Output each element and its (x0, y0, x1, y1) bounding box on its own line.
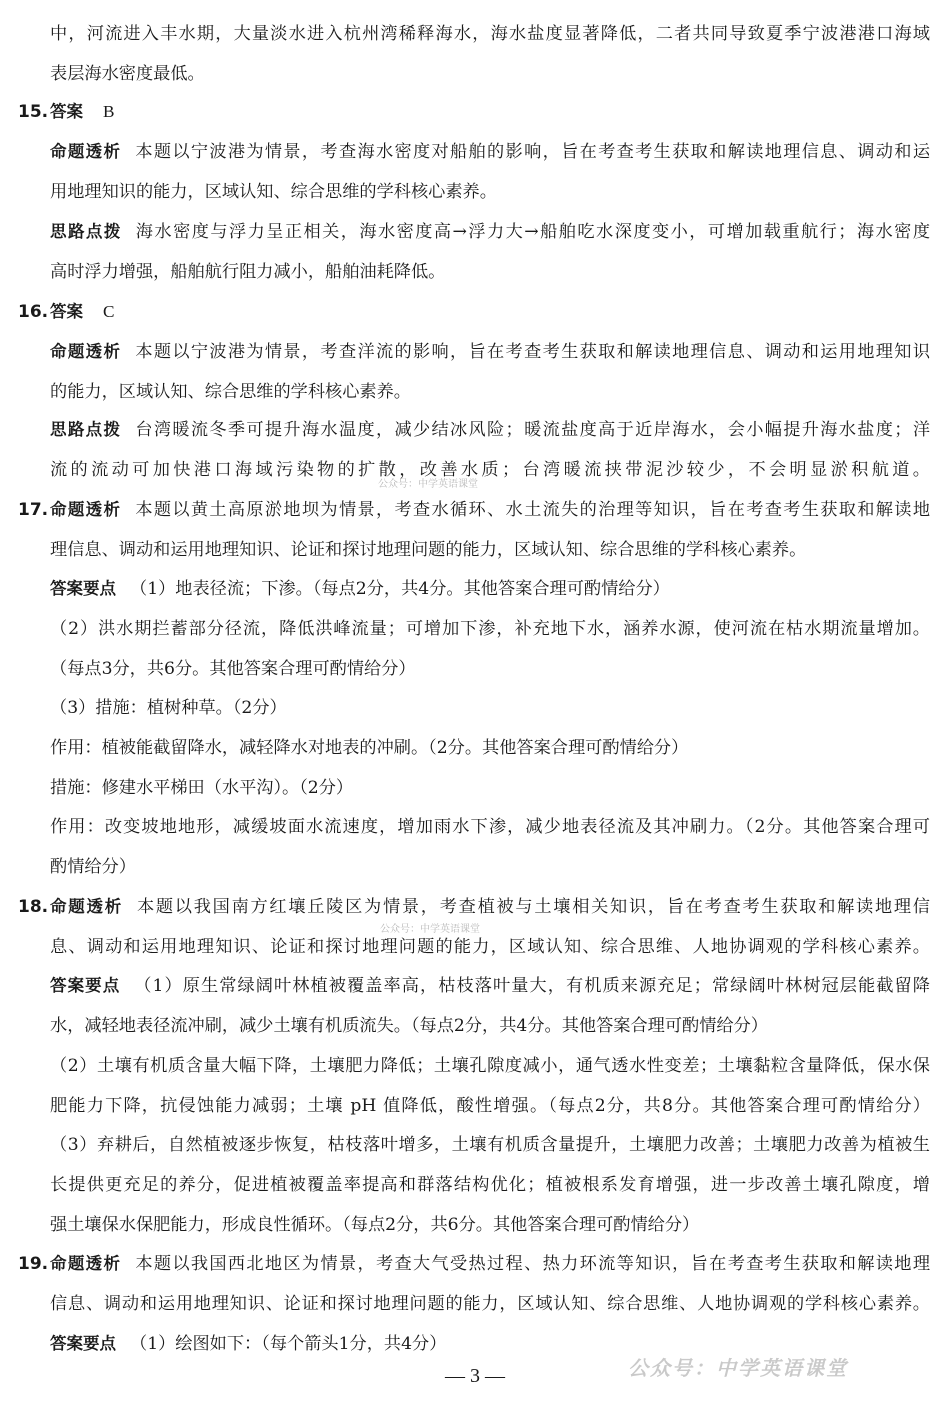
answer-value: C (103, 302, 115, 321)
paragraph-line: 流的流动可加快港口海域污染物的扩散，改善水质；台湾暖流挟带泥沙较少，不会明显淤积航道。 (50, 460, 930, 480)
answer-label: 答案 (50, 102, 83, 121)
section-label: 答案要点 (50, 579, 116, 598)
mingti-line (50, 140, 930, 164)
section-label: 思路点拨 (50, 222, 122, 241)
paragraph-line: 强土壤保水保肥能力，形成良性循环。（每点2分，共6分。其他答案合理可酌情给分） (50, 1215, 700, 1235)
paragraph-line: 作用：植被能截留降水，减轻降水对地表的冲刷。（2分。其他答案合理可酌情给分） (50, 738, 689, 758)
section-text: 海水密度与浮力呈正相关，海水密度高→浮力大→船舶吃水深度变小，可增加载重航行；海水密度 (135, 222, 930, 242)
section-text: 本题以我国南方红壤丘陵区为情景，考查植被与土壤相关知识，旨在考查考生获取和解读地理信 (136, 897, 930, 917)
paragraph-line: 酌情给分） (50, 857, 136, 877)
paragraph-line: 作用：改变坡地地形，减缓坡面水流速度，增加雨水下渗，减少地表径流及其冲刷力。（2分。其他答案合理可 (50, 817, 930, 837)
answer-line (50, 100, 930, 124)
answer-points-line (50, 974, 930, 998)
paragraph-line: 长提供更充足的养分，促进植被覆盖率提高和群落结构优化；植被根系发育增强，进一步改善土壤孔隙度，增 (50, 1175, 930, 1195)
section-label: 命题透析 (50, 500, 122, 519)
paragraph-line: 中，河流进入丰水期，大量淡水进入杭州湾稀释海水，海水盐度显著降低，二者共同导致夏季宁波港港口海域 (50, 24, 930, 44)
section-label: 答案要点 (50, 976, 121, 995)
paragraph-line: （3）措施：植树种草。（2分） (50, 698, 287, 718)
section-label: 思路点拨 (50, 420, 122, 439)
paragraph-line: 用地理知识的能力，区域认知、综合思维的学科核心素养。 (50, 182, 497, 202)
answer-points-line (50, 577, 930, 601)
watermark-small: 公众号：中学英语课堂 (378, 479, 478, 490)
question-number: 16. (18, 302, 49, 322)
paragraph-line: （每点3分，共6分。其他答案合理可酌情给分） (50, 659, 416, 679)
section-label: 命题透析 (50, 342, 122, 361)
answer-label: 答案 (50, 302, 83, 321)
mingti-line (50, 1252, 930, 1276)
section-text: 本题以黄土高原淤地坝为情景，考查水循环、水土流失的治理等知识，旨在考查考生获取和解读地 (135, 500, 930, 520)
section-label: 命题透析 (50, 897, 123, 916)
question-number: 15. (18, 102, 49, 122)
paragraph-line: 表层海水密度最低。 (50, 64, 205, 84)
paragraph-line: （3）弃耕后，自然植被逐步恢复，枯枝落叶增多，土壤有机质含量提升，土壤肥力改善；土壤肥力改善为植被生 (50, 1135, 930, 1155)
answer-line (50, 300, 930, 324)
section-text: （1）原生常绿阔叶林植被覆盖率高，枯枝落叶量大，有机质来源充足；常绿阔叶林树冠层能截留降 (134, 976, 930, 996)
question-number: 19. (18, 1254, 49, 1274)
paragraph-line: 的能力，区域认知、综合思维的学科核心素养。 (50, 382, 411, 402)
mingti-line (50, 340, 930, 364)
section-text: （1）地表径流；下渗。（每点2分，共4分。其他答案合理可酌情给分） (130, 579, 670, 599)
section-label: 答案要点 (50, 1334, 116, 1353)
paragraph-line: （2）洪水期拦蓄部分径流，降低洪峰流量；可增加下渗，补充地下水，涵养水源，使河流在枯水期流量增加。 (50, 619, 930, 639)
section-text: （1）绘图如下：（每个箭头1分，共4分） (130, 1334, 447, 1354)
paragraph-line: 理信息、调动和运用地理知识、论证和探讨地理问题的能力，区域认知、综合思维的学科核心素养。 (50, 540, 807, 560)
paragraph-line: 肥能力下降，抗侵蚀能力减弱；土壤 pH 值降低，酸性增强。（每点2分，共8分。其他答案合理可酌情给分） (50, 1096, 930, 1116)
answer-value: B (103, 102, 115, 121)
paragraph-line: 措施：修建水平梯田（水平沟）。（2分） (50, 778, 354, 798)
mingti-line (50, 498, 930, 522)
section-text: 本题以我国西北地区为情景，考查大气受热过程、热力环流等知识，旨在考查考生获取和解读地理 (135, 1254, 930, 1274)
watermark-small: 公众号：中学英语课堂 (380, 924, 480, 935)
paragraph-line: （2）土壤有机质含量大幅下降，土壤肥力降低；土壤孔隙度减小，通气透水性变差；土壤黏粒含量降低，保水保 (50, 1056, 930, 1076)
silu-line (50, 220, 930, 244)
section-text: 台湾暖流冬季可提升海水温度，减少结冰风险；暖流盐度高于近岸海水，会小幅提升海水盐度；洋 (135, 420, 930, 440)
section-text: 本题以宁波港为情景，考查洋流的影响，旨在考查考生获取和解读地理信息、调动和运用地理知识 (135, 342, 930, 362)
silu-line (50, 418, 930, 442)
paragraph-line: 水，减轻地表径流冲刷，减少土壤有机质流失。（每点2分，共4分。其他答案合理可酌情给分） (50, 1016, 768, 1036)
watermark-footer: 公众号：中学英语课堂 (628, 1356, 848, 1380)
mingti-line (50, 895, 930, 919)
section-label: 命题透析 (50, 1254, 122, 1273)
paragraph-line: 高时浮力增强，船舶航行阻力减小，船舶油耗降低。 (50, 262, 446, 282)
section-label: 命题透析 (50, 142, 122, 161)
section-text: 本题以宁波港为情景，考查海水密度对船舶的影响，旨在考查考生获取和解读地理信息、调动和运 (135, 142, 930, 162)
paragraph-line: 信息、调动和运用地理知识、论证和探讨地理问题的能力，区域认知、综合思维、人地协调观的学科核心素养。 (50, 1294, 930, 1314)
question-number: 17. (18, 500, 49, 520)
page-number: — 3 — (445, 1365, 505, 1387)
paragraph-line: 息、调动和运用地理知识、论证和探讨地理问题的能力，区域认知、综合思维、人地协调观的学科核心素养。 (50, 937, 930, 957)
question-number: 18. (18, 897, 49, 917)
